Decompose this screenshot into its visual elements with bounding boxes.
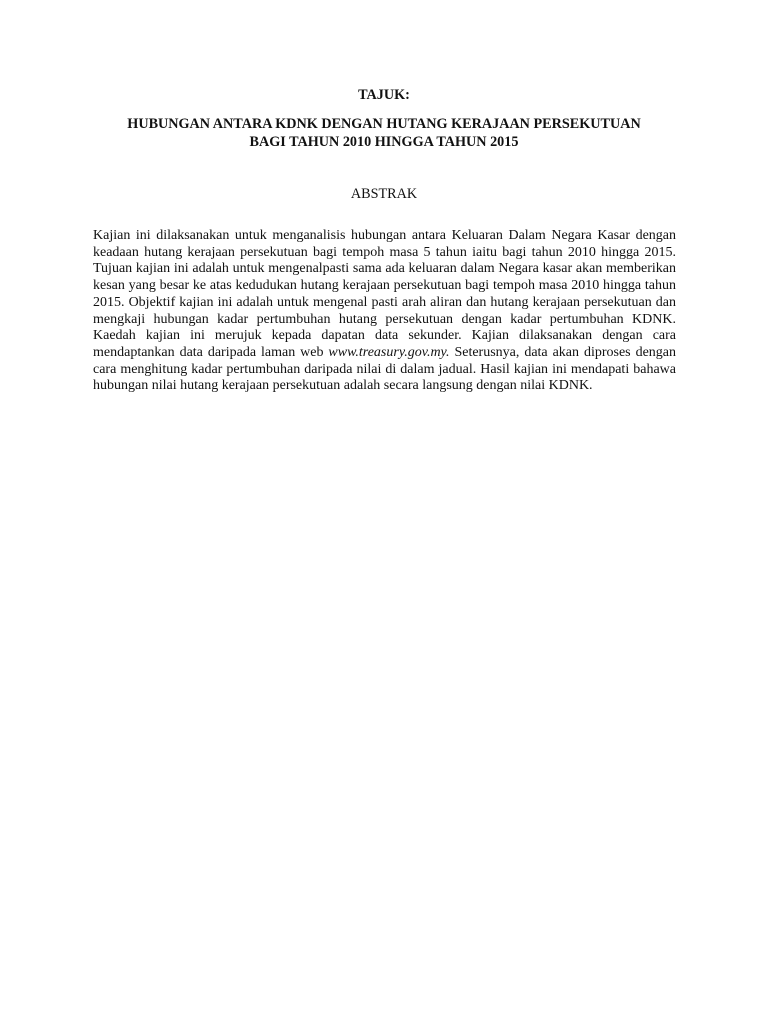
abstract-paragraph: [93, 228, 676, 395]
abstract-website-reference: www.treasury.gov.my.: [328, 344, 450, 360]
document-title: [92, 115, 676, 151]
document-title-line-2: BAGI TAHUN 2010 HINGGA TAHUN 2015: [249, 134, 519, 150]
abstract-text-part-2: Seterusnya, data akan diproses dengan cara menghitung kadar pertumbuhan daripada nilai di dalam jadual. Hasil kajian ini mendapati bahawa hubungan nilai hutang kerajaan persekutuan adalah secara langsung dengan nilai KDNK.: [93, 344, 676, 394]
title-label: TAJUK:: [358, 87, 410, 103]
document-title-line-1: HUBUNGAN ANTARA KDNK DENGAN HUTANG KERAJAAN PERSEKUTUAN: [127, 116, 641, 132]
abstract-text-part-1: Kajian ini dilaksanakan untuk menganalisis hubungan antara Keluaran Dalam Negara Kasar dengan keadaan hutang kerajaan persekutuan bagi tempoh masa 5 tahun iaitu bagi tahun 2010 hingga 2015. Tujuan kajian ini adalah untuk mengenalpasti sama ada keluaran dalam Negara kasar akan memberikan kesan yang besar ke atas kedudukan hutang kerajaan persekutuan bagi tempoh masa 2010 hingga tahun 2015. Objektif kajian ini adalah untuk mengenal pasti arah aliran dan hutang kerajaan persekutuan dan mengkaji hubungan kadar pertumbuhan hutang persekutuan dengan kadar pertumbuhan KDNK. Kaedah kajian ini merujuk kepada dapatan data sekunder. Kajian dilaksanakan dengan cara mendaptankan data daripada laman web: [93, 228, 676, 360]
abstract-heading: ABSTRAK: [350, 186, 418, 202]
